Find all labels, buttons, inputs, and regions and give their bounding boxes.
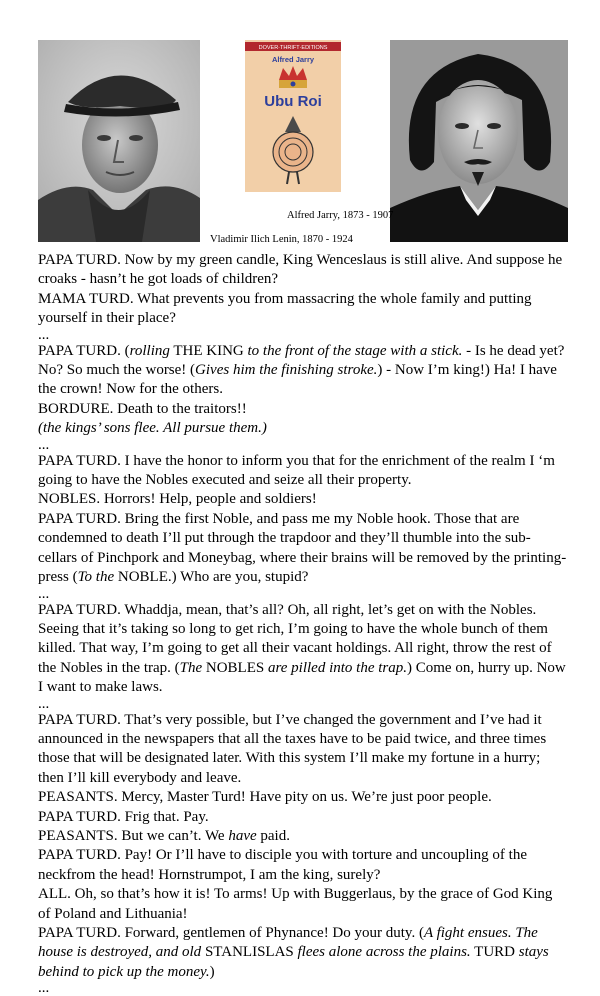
ellipsis: ... [38,326,50,343]
paragraph: PAPA TURD. Pay! Or I’ll have to disciple you with torture and uncoupling of the neckfrom the head! Hornstrumpot, I am the king, surely? [38,847,527,883]
paragraph: MAMA TURD. What prevents you from massacring the whole family and putting yourself in their place? [38,290,532,327]
paragraph: ALL. Oh, so that’s how it is! To arms! Up with Buggerlaus, by the grace of God King of Poland and Lithuania! [38,886,553,922]
paragraph: NOBLES. Horrors! Help, people and soldiers! [38,491,317,508]
stage-direction: (the kings’ sons flee. All pursue them.) [38,420,267,437]
ellipsis: ... [38,695,50,712]
paragraph: PAPA TURD. (rolling THE KING to the front of the stage with a stick. - Is he dead yet? No? So much the worse! (Gives him the finishing stroke.) - Now I’m king!) Ha! I have the crown! Now for the others. [38,342,565,398]
book-title: Ubu Roi [264,93,322,110]
ubu-roi-book-cover [245,40,341,192]
paragraph: BORDURE. Death to the traitors!! [38,400,247,417]
caption-jarry: Alfred Jarry, 1873 - 1907 [287,210,394,221]
jarry-photo [390,40,568,242]
paragraph: PAPA TURD. I have the honor to inform you that for the enrichment of the realm I ‘m going to have the Nobles executed and seize all their property. [38,452,555,489]
paragraph: PAPA TURD. Forward, gentlemen of Phynance! Do your duty. (A fight ensues. The house is destroyed, and old STANLISLAS flees alone across the plains. TURD stays behind to pick up the money.) [38,925,549,980]
paragraph: PAPA TURD. Frig that. Pay. [38,808,209,825]
ellipsis: ... [38,585,50,602]
ellipsis: ... [38,436,50,453]
paragraph: PEASANTS. Mercy, Master Turd! Have pity on us. We’re just poor people. [38,789,492,806]
caption-lenin: Vladimir Ilich Lenin, 1870 - 1924 [210,234,353,245]
paragraph: PAPA TURD. Now by my green candle, King Wenceslaus is still alive. And suppose he croaks - hasn’t he got loads of children? [38,252,563,288]
crown-icon [279,66,307,88]
ubu-roi-excerpt [38,251,568,995]
paragraph: PEASANTS. But we can’t. We have paid. [38,827,290,844]
paragraph: PAPA TURD. Bring the first Noble, and pass me my Noble hook. Those that are condemned to death I’ll put through the trapdoor and they’ll thumble into the sub-cellars of Pinchpork and Moneybag, where their brains will be removed by the printing-press (To the NOBLE.) Who are you, stupid? [38,510,567,586]
book-author: Alfred Jarry [271,55,315,64]
paragraph: PAPA TURD. That’s very possible, but I’ve changed the government and I’ve had it announced in the newspapers that all the taxes have to be paid twice, and three times those that will be designated later. With this system I’ll make my fortune in a hurry; then I’ll kill everybody and leave. [38,711,547,786]
ellipsis: ... [38,980,50,996]
book-series: DOVER·THRIFT·EDITIONS [258,45,328,51]
paragraph: PAPA TURD. Whaddja, mean, that’s all? Oh, all right, let’s get on with the Nobles. Seeing that it’s taking so long to get rich, I’m going to have the whole bunch of them killed. That way, I’m going to get all their vacant holdings. All right, throw the rest of the Nobles in the trap. (The NOBLES are pilled into the trap.) Come on, hurry up. Now I want to make laws. [38,601,566,696]
lenin-photo [38,40,200,242]
